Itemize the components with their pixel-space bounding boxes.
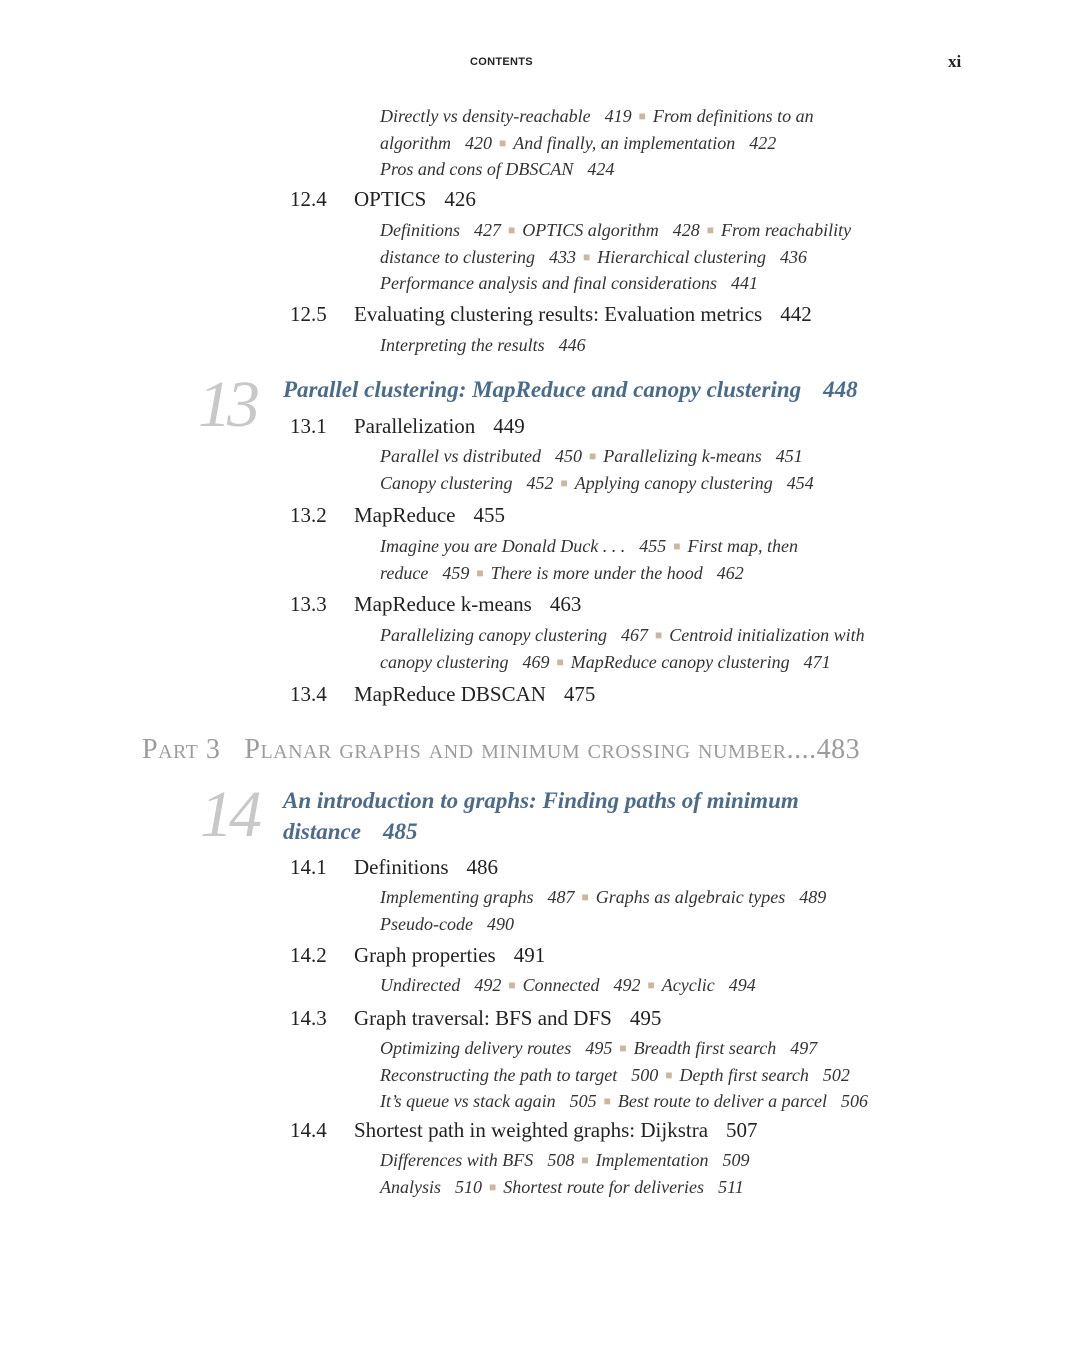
toc-section-entry[interactable]: [290, 1118, 758, 1143]
toc-subentry-line: [380, 885, 940, 912]
section-number: 13.3: [290, 592, 327, 616]
subentry-page: 452: [526, 472, 554, 493]
subentry-title[interactable]: Connected: [522, 975, 600, 995]
subentry-page: 441: [730, 273, 758, 293]
subentry-title[interactable]: Performance analysis and final considerations: [380, 273, 717, 293]
subentry-title[interactable]: Hierarchical clustering: [597, 246, 767, 267]
subentry-title[interactable]: Best route to deliver a parcel: [617, 1091, 827, 1111]
subentry-page: 490: [486, 913, 514, 934]
subentry-page: 500: [631, 1064, 659, 1085]
bullet-separator: ■: [582, 249, 591, 264]
bullet-separator: ■: [581, 890, 589, 904]
bullet-separator: ■: [476, 565, 484, 580]
toc-subentry-line: [380, 157, 940, 182]
subentry-title[interactable]: reduce: [380, 562, 429, 583]
toc-subentry-line: [380, 912, 940, 937]
subentry-title[interactable]: Pseudo-code: [380, 913, 473, 934]
subentry-title[interactable]: Acyclic: [661, 975, 715, 995]
subsection-list: [380, 333, 940, 358]
section-title: Parallelization: [354, 414, 476, 438]
subentry-page: 455: [639, 536, 667, 556]
subentry-page: 506: [841, 1091, 868, 1111]
subentry-title[interactable]: Shortest route for deliveries: [503, 1176, 705, 1197]
subentry-title[interactable]: Parallel vs distributed: [380, 446, 541, 466]
subsection-list: [380, 1148, 940, 1201]
section-page: 455: [473, 503, 505, 527]
toc-subentry-line: [380, 534, 940, 561]
toc-subentry-line: [380, 104, 940, 131]
section-number: 14.3: [290, 1006, 327, 1030]
subentry-page: 450: [555, 446, 582, 466]
chapter-title-text: distance: [283, 819, 361, 844]
bullet-separator: ■: [499, 135, 507, 150]
subentry-page: 436: [780, 246, 808, 267]
section-number: 13.2: [290, 503, 327, 527]
subentry-page: 446: [558, 335, 586, 355]
section-number: 13.4: [290, 682, 327, 706]
bullet-separator: ■: [665, 1067, 673, 1082]
subentry-page: 505: [569, 1091, 597, 1111]
subsection-list: [380, 104, 940, 182]
subentry-page: 489: [799, 887, 827, 907]
subentry-title[interactable]: From reachability: [721, 220, 852, 240]
subentry-title[interactable]: MapReduce canopy clustering: [570, 651, 790, 672]
subentry-page: 467: [620, 625, 648, 645]
section-page: 507: [726, 1118, 758, 1142]
section-page: 449: [493, 414, 525, 438]
bullet-separator: ■: [560, 475, 568, 490]
section-title: OPTICS: [354, 187, 427, 211]
subentry-title[interactable]: Undirected: [380, 975, 461, 995]
toc-subentry-line: [380, 1175, 940, 1202]
running-header-title: CONTENTS: [470, 56, 533, 68]
subentry-title[interactable]: Interpreting the results: [380, 335, 545, 355]
subentry-title[interactable]: distance to clustering: [380, 246, 535, 267]
subentry-title[interactable]: Analysis: [380, 1176, 441, 1197]
bullet-separator: ■: [638, 109, 646, 123]
subentry-title[interactable]: Implementing graphs: [380, 887, 534, 907]
subentry-title[interactable]: Pros and cons of DBSCAN: [380, 159, 574, 179]
part-heading[interactable]: [142, 734, 860, 766]
section-number: 12.5: [290, 302, 327, 326]
subsection-list: [380, 534, 940, 587]
bullet-separator: ■: [508, 978, 516, 992]
subsection-list: [380, 444, 940, 497]
toc-subentry-line: [380, 1063, 940, 1090]
toc-subentry-line: [380, 471, 940, 498]
subentry-page: 469: [522, 651, 550, 672]
subentry-title[interactable]: Depth first search: [679, 1064, 809, 1085]
section-title: MapReduce k-means: [354, 592, 532, 616]
section-page: 486: [466, 855, 498, 879]
subsection-list: [380, 218, 940, 296]
subentry-title[interactable]: It’s queue vs stack again: [380, 1091, 556, 1111]
subsection-list: [380, 623, 940, 676]
bullet-separator: ■: [489, 1179, 497, 1194]
chapter-title[interactable]: [283, 785, 799, 847]
subentry-page: 511: [718, 1176, 744, 1197]
subentry-page: 424: [587, 159, 615, 179]
toc-subentry-line: [380, 650, 940, 677]
part-page: 483: [816, 734, 861, 765]
chapter-title-line: An introduction to graphs: Finding paths of minimum: [283, 788, 799, 813]
part-title: Planar graphs and minimum crossing number: [244, 734, 787, 765]
subentry-page: 428: [672, 220, 700, 240]
toc-section-entry[interactable]: [290, 414, 525, 439]
subentry-page: 454: [786, 472, 814, 493]
section-page: 491: [513, 943, 546, 967]
subentry-title[interactable]: Optimizing delivery routes: [380, 1038, 572, 1058]
chapter-number: 13: [198, 368, 256, 441]
toc-subentry-line: [380, 131, 940, 158]
subentry-page: 509: [722, 1150, 750, 1170]
subentry-page: 459: [442, 562, 470, 583]
subentry-page: 492: [613, 975, 641, 995]
bullet-separator: ■: [619, 1041, 627, 1055]
toc-section-entry[interactable]: [290, 855, 498, 880]
subentry-title[interactable]: Parallelizing canopy clustering: [380, 625, 607, 645]
section-page: 463: [549, 592, 582, 616]
toc-subentry-line: [380, 444, 940, 471]
section-title: Graph properties: [354, 943, 496, 967]
toc-section-entry[interactable]: [290, 503, 505, 528]
section-page: 442: [780, 302, 812, 326]
subentry-title[interactable]: canopy clustering: [380, 651, 509, 672]
subentry-page: 451: [775, 446, 803, 466]
subentry-title[interactable]: algorithm: [380, 132, 452, 153]
bullet-separator: ■: [589, 449, 597, 463]
toc-subentry-line: [380, 561, 940, 588]
subentry-title[interactable]: And finally, an implementation: [513, 132, 736, 153]
subentry-title[interactable]: Definitions: [380, 220, 460, 240]
subentry-title[interactable]: Imagine you are Donald Duck . . .: [380, 536, 626, 556]
chapter-page: 448: [823, 377, 858, 402]
bullet-separator: ■: [508, 223, 516, 237]
section-number: 12.4: [290, 187, 327, 211]
subentry-title[interactable]: Reconstructing the path to target: [380, 1064, 618, 1085]
subentry-title[interactable]: Directly vs density-reachable: [380, 106, 591, 126]
toc-subentry-line: [380, 973, 940, 1000]
section-title: Shortest path in weighted graphs: Dijkstra: [354, 1118, 709, 1142]
section-number: 14.4: [290, 1118, 327, 1142]
bullet-separator: ■: [673, 539, 681, 553]
subentry-page: 433: [548, 246, 576, 267]
subsection-list: [380, 885, 940, 936]
subentry-page: 502: [822, 1064, 850, 1085]
chapter-page: 485: [382, 819, 418, 844]
section-page: 426: [444, 187, 476, 211]
subentry-title[interactable]: There is more under the hood: [490, 562, 703, 583]
section-title: Graph traversal: BFS and DFS: [354, 1006, 612, 1030]
toc-subentry-line: [380, 218, 940, 245]
subentry-page: 427: [474, 220, 501, 240]
chapter-title-line: [283, 816, 799, 847]
subentry-title[interactable]: Graphs as algebraic types: [595, 887, 786, 907]
subentry-title[interactable]: Differences with BFS: [380, 1150, 534, 1170]
bullet-separator: ■: [706, 223, 715, 237]
section-title: MapReduce DBSCAN: [354, 682, 546, 706]
toc-subentry-line: [380, 333, 940, 358]
section-number: 14.2: [290, 943, 327, 967]
bullet-separator: ■: [556, 654, 564, 669]
toc-section-entry[interactable]: [290, 682, 595, 707]
bullet-separator: ■: [581, 1153, 589, 1167]
leader-dots: ....: [786, 734, 817, 765]
subentry-page: 495: [585, 1038, 613, 1058]
subentry-page: 492: [474, 975, 502, 995]
toc-section-entry[interactable]: [290, 1006, 661, 1031]
part-label: Part 3: [142, 734, 221, 765]
subentry-page: 420: [465, 132, 493, 153]
subentry-title[interactable]: From definitions to an: [652, 106, 814, 126]
bullet-separator: ■: [603, 1094, 611, 1108]
subsection-list: [380, 1036, 940, 1116]
toc-section-entry[interactable]: [290, 302, 812, 327]
section-title: Evaluating clustering results: Evaluation metrics: [354, 302, 763, 326]
subentry-title[interactable]: OPTICS algorithm: [522, 220, 659, 240]
toc-subentry-line: [380, 623, 940, 650]
section-number: 13.1: [290, 414, 327, 438]
section-page: 495: [629, 1006, 662, 1030]
bullet-separator: ■: [647, 978, 655, 992]
subentry-title[interactable]: First map, then: [687, 536, 799, 556]
subentry-page: 471: [803, 651, 831, 672]
toc-subentry-line: [380, 1036, 940, 1063]
toc-subentry-line: [380, 1148, 940, 1175]
toc-section-entry[interactable]: [290, 592, 581, 617]
subentry-title[interactable]: Applying canopy clustering: [574, 472, 773, 493]
toc-section-entry[interactable]: [290, 187, 476, 212]
subentry-page: 419: [604, 106, 632, 126]
toc-subentry-line: [380, 245, 940, 272]
subentry-page: 494: [728, 975, 756, 995]
subentry-title[interactable]: Centroid initialization with: [669, 625, 865, 645]
subentry-title[interactable]: Parallelizing k-means: [603, 446, 762, 466]
page-number: xi: [948, 52, 962, 71]
subentry-page: 510: [455, 1176, 482, 1197]
section-title: MapReduce: [354, 503, 456, 527]
subentry-title[interactable]: Canopy clustering: [380, 472, 513, 493]
subentry-page: 422: [749, 132, 777, 153]
chapter-title[interactable]: [283, 374, 858, 405]
subentry-page: 487: [547, 887, 575, 907]
chapter-number: 14: [200, 778, 258, 851]
subentry-page: 508: [547, 1150, 575, 1170]
section-page: 475: [563, 682, 596, 706]
toc-subentry-line: [380, 1089, 940, 1116]
subentry-page: 462: [716, 562, 744, 583]
bullet-separator: ■: [654, 628, 663, 642]
chapter-title-text: Parallel clustering: MapReduce and canopy clustering: [283, 377, 802, 402]
subentry-page: 497: [790, 1038, 818, 1058]
subentry-title[interactable]: Breadth first search: [633, 1038, 777, 1058]
toc-section-entry[interactable]: [290, 943, 545, 968]
subentry-title[interactable]: Implementation: [595, 1150, 709, 1170]
section-title: Definitions: [354, 855, 449, 879]
section-number: 14.1: [290, 855, 327, 879]
subsection-list: [380, 973, 940, 1000]
toc-subentry-line: [380, 271, 940, 296]
